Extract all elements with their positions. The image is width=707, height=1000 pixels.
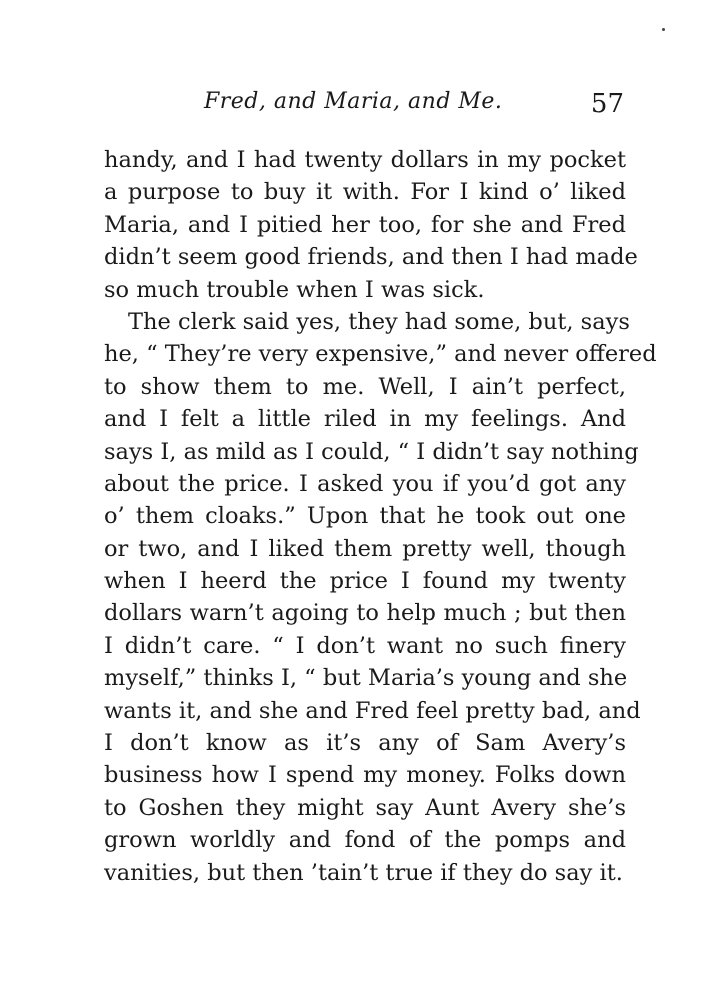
text-line: The clerk said yes, they had some, but, says [128, 308, 630, 335]
text-line: didn’t seem good friends, and then I had made [104, 244, 638, 271]
text-line: to show them to me. Well, I ain’t perfect, [104, 373, 626, 400]
text-line: about the price. I asked you if you’d got any [104, 470, 626, 497]
text-line: myself,” thinks I, “ but Maria’s young and she [104, 665, 628, 692]
text-line: o’ them cloaks.” Upon that he took out one [104, 503, 626, 530]
text-line: I don’t know as it’s any of Sam Avery’s [104, 730, 626, 757]
text-line: so much trouble when I was sick. [104, 276, 485, 303]
text-line: handy, and I had twenty dollars in my pocket [104, 147, 626, 173]
page-number: 57 [590, 89, 624, 119]
text-line: I didn’t care. “ I don’t want no such finery [104, 632, 626, 659]
text-line: to Goshen they might say Aunt Avery she’s [104, 794, 626, 821]
text-line: says I, as mild as I could, “ I didn’t say nothing [104, 438, 639, 465]
running-title: Fred, and Maria, and Me. [204, 89, 503, 114]
text-line: a purpose to buy it with. For I kind o’ liked [104, 179, 626, 206]
text-line: vanities, but then ’tain’t true if they do say it. [104, 859, 623, 886]
text-line: wants it, and she and Fred feel pretty bad, and [104, 697, 641, 724]
text-line: he, “ They’re very expensive,” and never offered [104, 341, 657, 368]
text-line: business how I spend my money. Folks down [104, 762, 626, 789]
text-line: Maria, and I pitied her too, for she and Fred [104, 211, 626, 238]
text-line: or two, and I liked them pretty well, though [104, 535, 626, 562]
text-line: dollars warn’t agoing to help much ; but then [104, 600, 626, 627]
body-text [104, 144, 657, 889]
paper-speck [662, 28, 665, 31]
text-line: grown worldly and fond of the pomps and [104, 827, 626, 854]
running-head [104, 86, 626, 126]
text-line: when I heerd the price I found my twenty [104, 568, 626, 595]
text-line: and I felt a little riled in my feelings. And [104, 406, 626, 433]
